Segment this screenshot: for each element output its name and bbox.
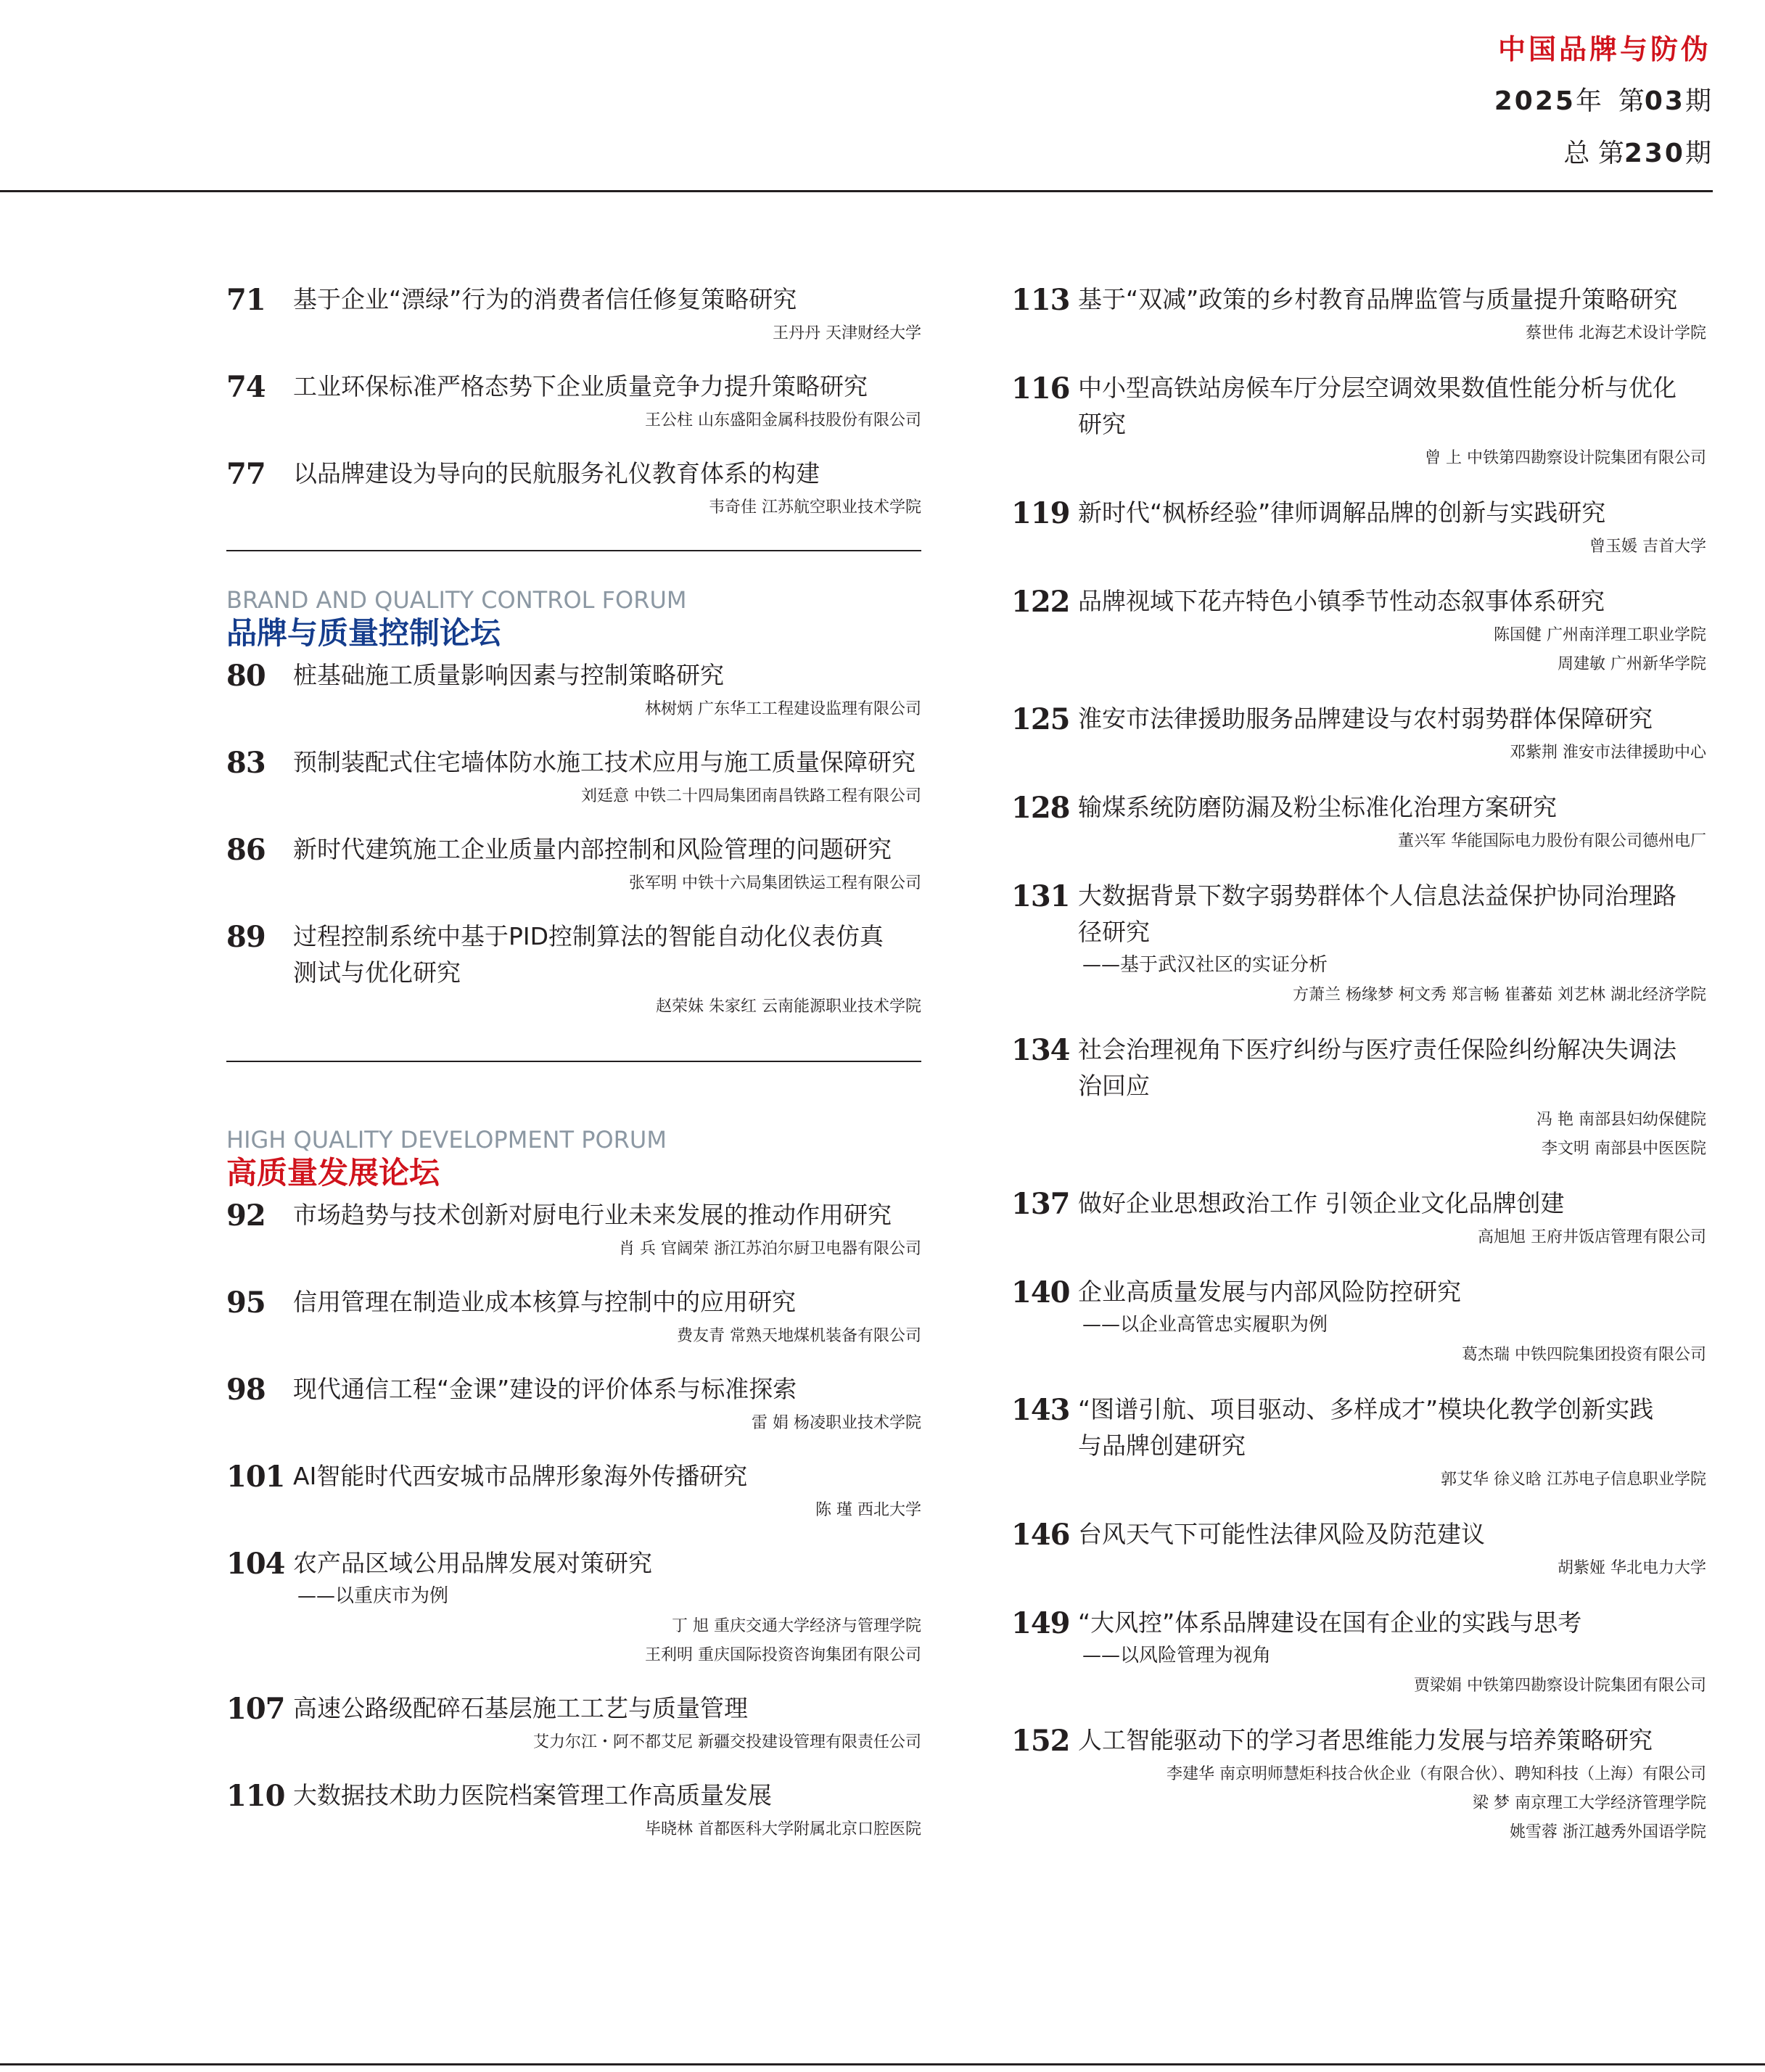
toc-entry[interactable] <box>226 1690 921 1756</box>
article-title: 信用管理在制造业成本核算与控制中的应用研究 <box>293 1288 796 1316</box>
toc-entry[interactable] <box>1011 701 1706 766</box>
article-title: 高速公路级配碎石基层施工工艺与质量管理 <box>293 1694 748 1722</box>
toc-entry[interactable] <box>226 744 921 810</box>
article-authors: 葛杰瑞 中铁四院集团投资有限公司 <box>1462 1346 1706 1364</box>
issue-line <box>1494 81 1711 122</box>
article-authors: 王利明 重庆国际投资咨询集团有限公司 <box>645 1646 921 1664</box>
toc-entry[interactable] <box>226 1197 921 1262</box>
page-number: 74 <box>226 370 266 404</box>
page-number: 134 <box>1011 1033 1070 1067</box>
issue-suffix: 期 <box>1684 86 1711 116</box>
page-number: 86 <box>226 833 266 867</box>
page-number: 128 <box>1011 791 1070 825</box>
article-authors: 高旭旭 王府井饭店管理有限公司 <box>1478 1228 1706 1246</box>
footer-rule <box>0 2063 1765 2065</box>
page-number: 140 <box>1011 1275 1070 1310</box>
article-title: 市场趋势与技术创新对厨电行业未来发展的推动作用研究 <box>293 1201 892 1229</box>
article-authors: 王丹丹 天津财经大学 <box>773 324 921 342</box>
article-title: AI智能时代西安城市品牌形象海外传播研究 <box>293 1462 748 1490</box>
article-title: “图谱引航、项目驱动、多样成才”模块化教学创新实践 <box>1078 1395 1654 1423</box>
article-title-continued: 径研究 <box>1078 918 1150 946</box>
toc-entry[interactable] <box>226 1284 921 1349</box>
page-number: 131 <box>1011 879 1070 913</box>
masthead <box>1494 29 1711 174</box>
page-number: 113 <box>1011 283 1070 317</box>
article-subtitle: ——以企业高管忠实履职为例 <box>1082 1314 1328 1336</box>
issue-year: 2025 <box>1494 86 1576 116</box>
article-title: 预制装配式住宅墙体防水施工技术应用与施工质量保障研究 <box>293 748 916 776</box>
page-number: 101 <box>226 1460 285 1494</box>
toc-entry[interactable] <box>226 831 921 897</box>
toc-group <box>1011 281 1706 1846</box>
issue-year-suffix: 年 <box>1575 86 1602 116</box>
article-title-continued: 与品牌创建研究 <box>1078 1431 1246 1460</box>
article-authors: 费友青 常熟天地煤机装备有限公司 <box>677 1327 921 1345</box>
article-authors: 蔡世伟 北海艺术设计学院 <box>1526 324 1706 342</box>
article-authors: 雷 娟 杨凌职业技术学院 <box>752 1414 921 1432</box>
toc-right-column <box>1011 281 1706 1846</box>
issue-number: 03 <box>1644 86 1685 116</box>
page-number: 110 <box>226 1779 285 1813</box>
page-number: 107 <box>226 1692 285 1726</box>
total-prefix: 总 第 <box>1563 139 1624 168</box>
section-title-en: BRAND AND QUALITY CONTROL FORUM <box>226 586 687 614</box>
toc-entry[interactable] <box>1011 1605 1706 1699</box>
article-title: 做好企业思想政治工作 引领企业文化品牌创建 <box>1078 1189 1565 1217</box>
page-number: 116 <box>1011 371 1070 406</box>
article-title: 现代通信工程“金课”建设的评价体系与标准探索 <box>293 1375 797 1403</box>
toc-entry[interactable] <box>1011 495 1706 560</box>
article-title: 以品牌建设为导向的民航服务礼仪教育体系的构建 <box>293 459 820 488</box>
page-number: 71 <box>226 283 266 317</box>
article-title: 基于“双减”政策的乡村教育品牌监管与质量提升策略研究 <box>1078 285 1678 313</box>
article-authors: 胡紫娅 华北电力大学 <box>1558 1559 1706 1577</box>
toc-entry[interactable] <box>1011 583 1706 678</box>
article-title: 新时代建筑施工企业质量内部控制和风险管理的问题研究 <box>293 835 892 863</box>
page-number: 98 <box>226 1373 266 1407</box>
page-number: 77 <box>226 457 266 491</box>
section-divider <box>226 550 921 551</box>
article-authors: 肖 兵 官阔荣 浙江苏泊尔厨卫电器有限公司 <box>619 1240 921 1258</box>
article-authors: 丁 旭 重庆交通大学经济与管理学院 <box>672 1617 921 1635</box>
article-title: 品牌视域下花卉特色小镇季节性动态叙事体系研究 <box>1078 587 1605 615</box>
article-authors: 王公柱 山东盛阳金属科技股份有限公司 <box>645 411 921 429</box>
article-authors: 韦奇佳 江苏航空职业技术学院 <box>709 498 921 517</box>
article-authors: 方萧兰 杨缘梦 柯文秀 郑言畅 崔蕃茹 刘艺林 湖北经济学院 <box>1293 986 1706 1004</box>
toc-entry[interactable] <box>1011 1032 1706 1162</box>
article-subtitle: ——基于武汉社区的实证分析 <box>1082 954 1328 976</box>
total-number: 230 <box>1624 139 1685 168</box>
article-authors: 林树炳 广东华工工程建设监理有限公司 <box>645 700 921 718</box>
article-title: 人工智能驱动下的学习者思维能力发展与培养策略研究 <box>1078 1726 1653 1754</box>
journal-title: 中国品牌与防伪 <box>1497 33 1711 65</box>
article-title-continued: 治回应 <box>1078 1072 1150 1100</box>
article-authors: 曾 上 中铁第四勘察设计院集团有限公司 <box>1425 449 1706 467</box>
article-title: 大数据背景下数字弱势群体个人信息法益保护协同治理路 <box>1078 881 1676 910</box>
toc-entry[interactable] <box>226 1777 921 1843</box>
section-title-cn: 品牌与质量控制论坛 <box>226 615 501 651</box>
toc-entry[interactable] <box>226 369 921 434</box>
article-title-continued: 测试与优化研究 <box>293 958 461 987</box>
total-issue-line <box>1494 133 1711 174</box>
article-title: 输煤系统防磨防漏及粉尘标准化治理方案研究 <box>1078 793 1557 821</box>
toc-left-column <box>226 281 921 1843</box>
toc-group <box>226 657 921 1020</box>
article-authors: 冯 艳 南部县妇幼保健院 <box>1536 1111 1706 1129</box>
article-title: “大风控”体系品牌建设在国有企业的实践与思考 <box>1078 1608 1582 1637</box>
article-title: 农产品区域公用品牌发展对策研究 <box>293 1549 652 1577</box>
article-authors: 梁 梦 南京理工大学经济管理学院 <box>1473 1794 1706 1812</box>
article-title: 社会治理视角下医疗纠纷与医疗责任保险纠纷解决失调法 <box>1078 1035 1676 1064</box>
toc-entry[interactable] <box>226 1545 921 1669</box>
toc-group <box>226 1197 921 1843</box>
section-header-brand <box>226 586 921 653</box>
article-authors: 赵荣妹 朱家红 云南能源职业技术学院 <box>656 998 921 1016</box>
article-subtitle: ——以重庆市为例 <box>297 1585 449 1607</box>
article-authors: 董兴军 华能国际电力股份有限公司德州电厂 <box>1398 832 1706 850</box>
section-title-en: HIGH QUALITY DEVELOPMENT PORUM <box>226 1126 667 1154</box>
article-title: 大数据技术助力医院档案管理工作高质量发展 <box>293 1781 772 1809</box>
page-number: 122 <box>1011 585 1070 619</box>
article-authors: 李建华 南京明师慧炬科技合伙企业（有限合伙）、聘知科技（上海）有限公司 <box>1167 1765 1706 1783</box>
toc-group <box>226 281 921 521</box>
toc-entry[interactable] <box>1011 1185 1706 1251</box>
toc-entry[interactable] <box>1011 789 1706 855</box>
toc-entry[interactable] <box>226 918 921 1020</box>
article-authors: 艾力尔江・阿不都艾尼 新疆交投建设管理有限责任公司 <box>533 1733 921 1751</box>
issue-prefix: 第 <box>1618 86 1645 116</box>
toc-entry[interactable] <box>1011 878 1706 1008</box>
page-number: 146 <box>1011 1518 1070 1552</box>
article-title: 企业高质量发展与内部风险防控研究 <box>1078 1278 1461 1306</box>
article-title: 淮安市法律援助服务品牌建设与农村弱势群体保障研究 <box>1078 704 1653 733</box>
article-title: 新时代“枫桥经验”律师调解品牌的创新与实践研究 <box>1078 498 1606 527</box>
toc-entry[interactable] <box>1011 1722 1706 1846</box>
toc-entry[interactable] <box>1011 1516 1706 1582</box>
article-authors: 陈国健 广州南洋理工职业学院 <box>1494 626 1706 644</box>
article-authors: 贾梁娟 中铁第四勘察设计院集团有限公司 <box>1414 1677 1706 1695</box>
total-suffix: 期 <box>1684 139 1711 168</box>
toc-entry[interactable] <box>1011 370 1706 472</box>
toc-entry[interactable] <box>226 1371 921 1436</box>
toc-entry[interactable] <box>1011 281 1706 347</box>
article-title: 工业环保标准严格态势下企业质量竞争力提升策略研究 <box>293 372 868 400</box>
toc-entry[interactable] <box>226 456 921 521</box>
page-number: 152 <box>1011 1724 1070 1758</box>
page-number: 80 <box>226 659 266 693</box>
page-number: 143 <box>1011 1393 1070 1427</box>
page-number: 104 <box>226 1547 285 1581</box>
article-title: 基于企业“漂绿”行为的消费者信任修复策略研究 <box>293 285 797 313</box>
page-number: 95 <box>226 1286 266 1320</box>
article-authors: 刘廷意 中铁二十四局集团南昌铁路工程有限公司 <box>581 787 921 805</box>
section-divider <box>226 1061 921 1062</box>
page-number: 83 <box>226 746 266 780</box>
page-number: 149 <box>1011 1606 1070 1640</box>
page-number: 125 <box>1011 702 1070 736</box>
article-title: 过程控制系统中基于PID控制算法的智能自动化仪表仿真 <box>293 922 884 950</box>
toc-entry[interactable] <box>226 1458 921 1524</box>
page-number: 137 <box>1011 1187 1070 1221</box>
article-title-continued: 研究 <box>1078 410 1126 438</box>
article-authors: 陈 瑾 西北大学 <box>815 1501 921 1519</box>
article-subtitle: ——以风险管理为视角 <box>1082 1645 1272 1666</box>
article-authors: 周建敏 广州新华学院 <box>1558 655 1706 673</box>
article-authors: 邓紫荆 淮安市法律援助中心 <box>1510 744 1706 762</box>
page-number: 92 <box>226 1199 266 1233</box>
article-authors: 毕晓林 首都医科大学附属北京口腔医院 <box>645 1820 921 1838</box>
article-authors: 李文明 南部县中医医院 <box>1542 1140 1706 1158</box>
article-authors: 曾玉媛 吉首大学 <box>1589 538 1706 556</box>
header-rule <box>0 190 1713 192</box>
toc-entry[interactable] <box>1011 1274 1706 1368</box>
toc-entry[interactable] <box>226 657 921 723</box>
section-header-quality <box>226 1126 921 1193</box>
article-title: 中小型高铁站房候车厅分层空调效果数值性能分析与优化 <box>1078 374 1676 402</box>
article-authors: 郭艾华 徐义晗 江苏电子信息职业学院 <box>1441 1471 1706 1489</box>
article-authors: 姚雪蓉 浙江越秀外国语学院 <box>1510 1823 1706 1841</box>
article-title: 台风天气下可能性法律风险及防范建议 <box>1078 1520 1485 1548</box>
page-number: 119 <box>1011 496 1070 530</box>
page-number: 89 <box>226 920 266 954</box>
toc-entry[interactable] <box>1011 1391 1706 1493</box>
toc-entry[interactable] <box>226 281 921 347</box>
article-title: 桩基础施工质量影响因素与控制策略研究 <box>293 661 724 689</box>
section-title-cn: 高质量发展论坛 <box>226 1155 440 1191</box>
article-authors: 张军明 中铁十六局集团铁运工程有限公司 <box>629 874 921 892</box>
